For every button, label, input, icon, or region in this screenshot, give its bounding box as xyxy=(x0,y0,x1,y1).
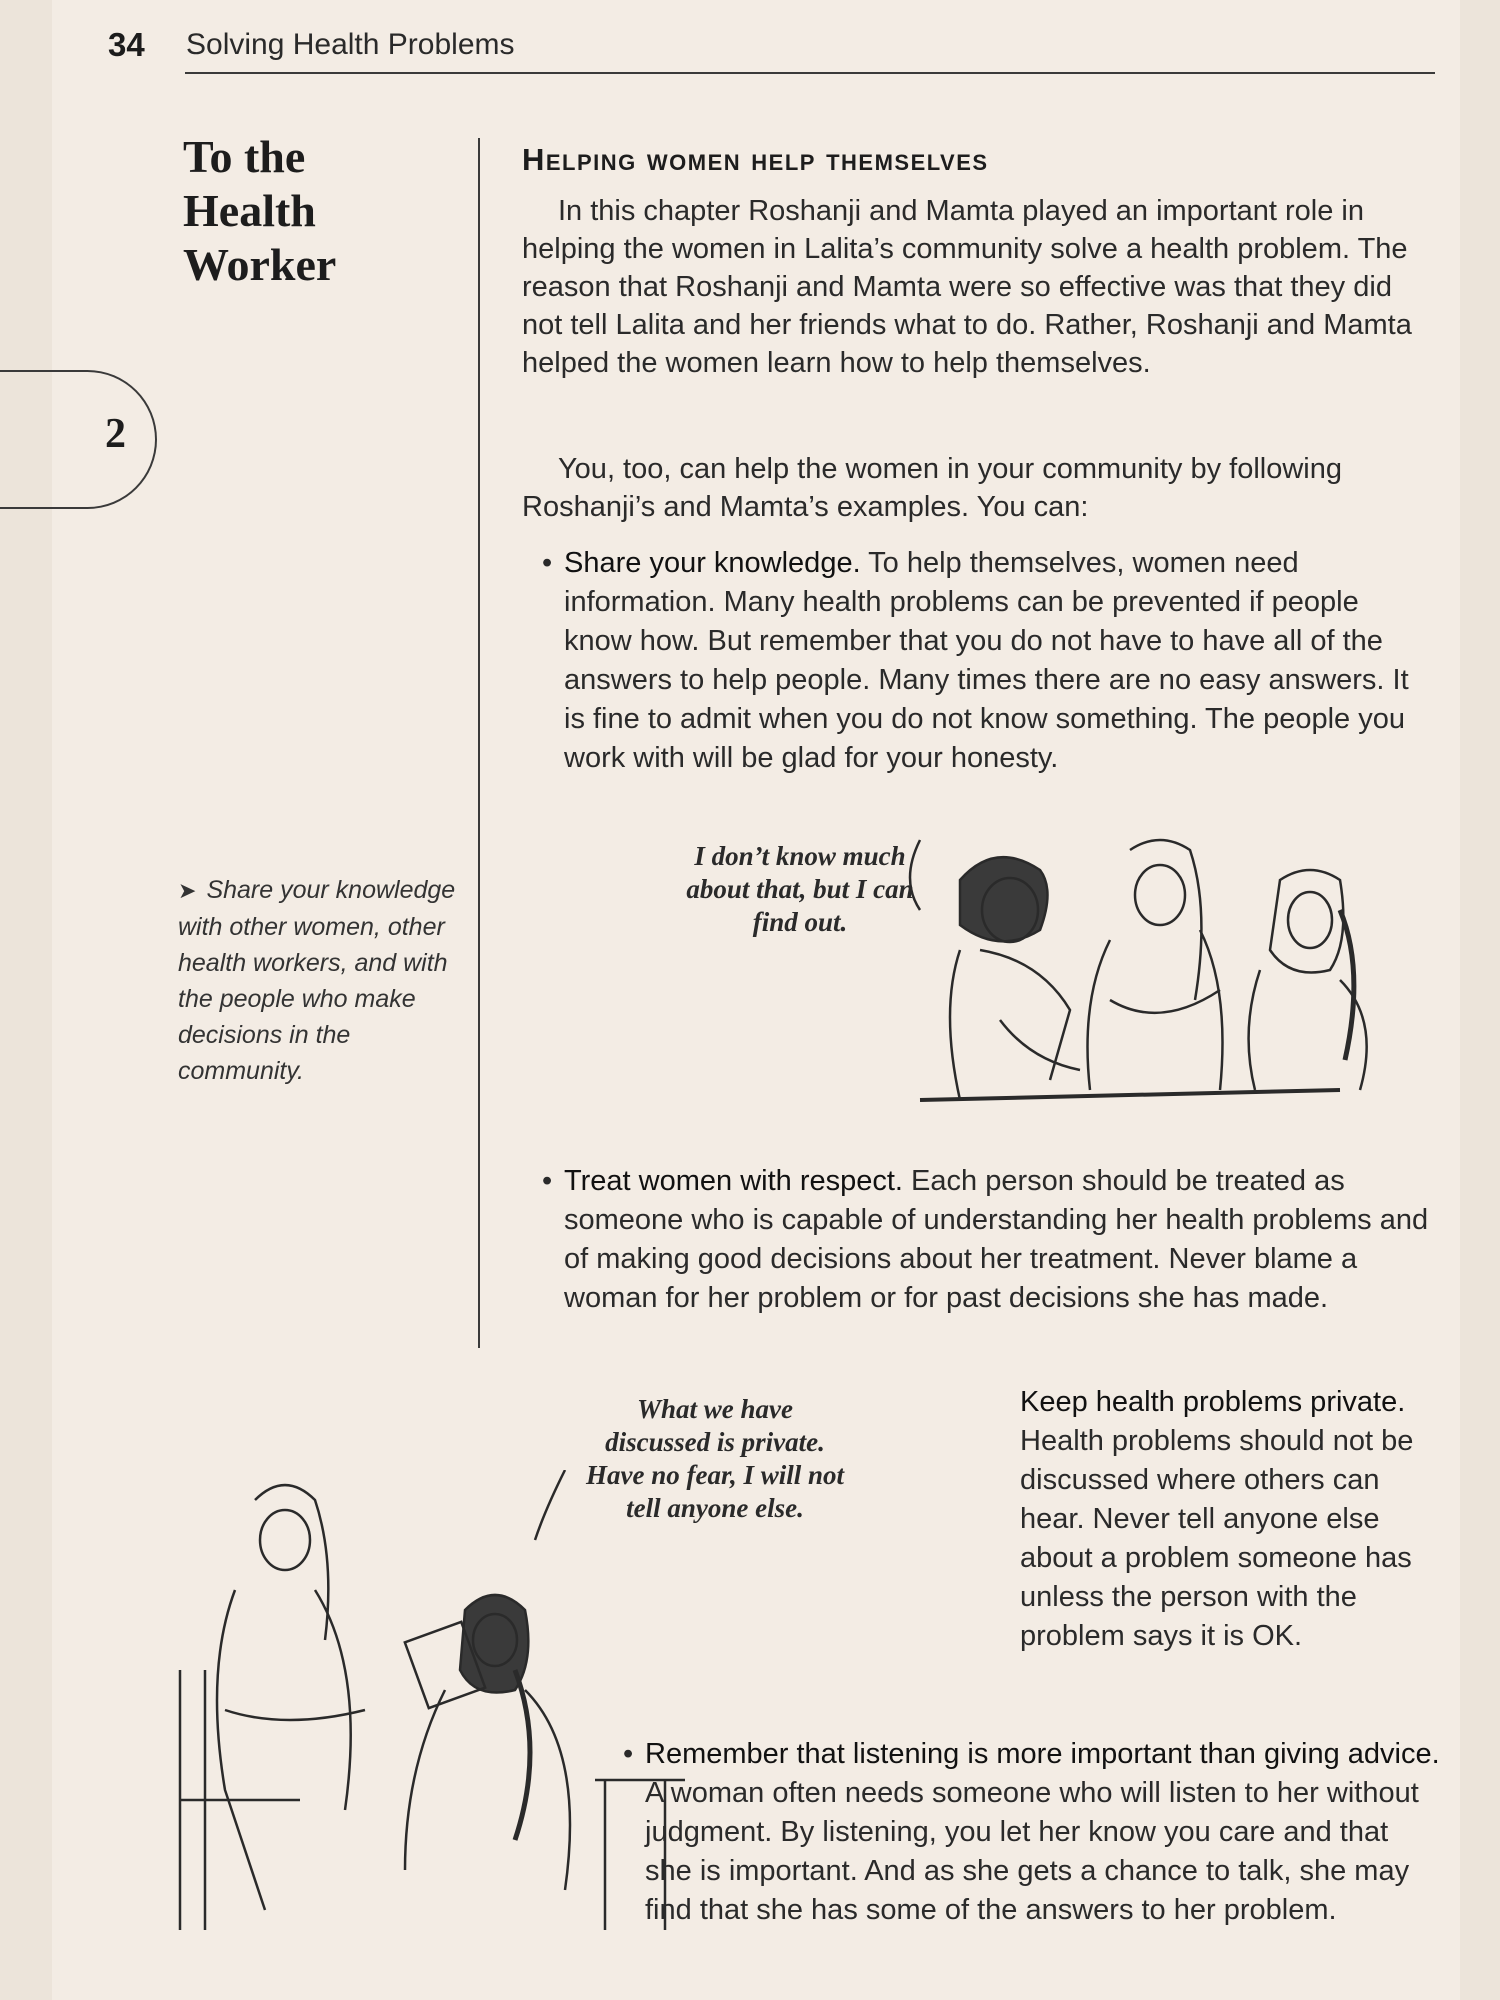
privacy-note xyxy=(1020,1383,1420,1656)
section-heading: Helping women help themselves xyxy=(522,142,989,177)
speech-caption-1: I don’t know much about that, but I can find out. xyxy=(686,841,914,937)
privacy-text: Health problems should not be discussed where others can hear. Never tell anyone else about a problem someone has unless the person with the problem says it is OK. xyxy=(1020,1425,1414,1652)
illustration-two-women-seated xyxy=(165,1470,685,1950)
chapter-tab xyxy=(0,370,157,509)
running-head: Solving Health Problems xyxy=(186,28,515,61)
bullet-dot-icon: • xyxy=(542,1165,553,1197)
arrow-icon: ➤ xyxy=(178,878,197,903)
speech-tail xyxy=(535,1470,565,1540)
bullet-lead: Share your knowledge. xyxy=(564,547,861,579)
column-divider xyxy=(478,138,480,1348)
illustration-three-women xyxy=(900,820,1440,1120)
bullet-share-knowledge xyxy=(542,544,1409,778)
side-title xyxy=(183,130,383,292)
bullet-lead: Remember that listening is more important than giving advice. xyxy=(645,1738,1440,1770)
page-header xyxy=(108,22,1430,70)
page-number: 34 xyxy=(108,26,145,63)
page-edge-left xyxy=(0,0,52,2000)
bullet-dot-icon: • xyxy=(623,1738,634,1770)
intro-paragraph: In this chapter Roshanji and Mamta played an important role in helping the women in Lalita’s community solve a health problem. The reason that Roshanji and Mamta were so effective was that they did not tell Lalita and her friends what to do. Rather, Roshanji and Mamta helped the women learn how to help themselves. xyxy=(522,195,1412,379)
chapter-tab-number: 2 xyxy=(105,411,126,457)
bullet-treat-respect xyxy=(542,1162,1434,1318)
sidebar-note-text: Share your knowledge with other women, other health workers, and with the people who make decisions in the community. xyxy=(178,876,456,1085)
privacy-lead: Keep health problems private. xyxy=(1020,1386,1406,1418)
bullet-lead: Treat women with respect. xyxy=(564,1165,903,1197)
bullet-dot-icon: • xyxy=(542,547,553,579)
side-title-text: To the Health Worker xyxy=(183,131,337,290)
sidebar-note xyxy=(178,872,478,1089)
header-rule xyxy=(185,72,1435,74)
bullet-text: To help themselves, women need information. Many health problems can be prevented if people know how. But remember that you do not have to have all of the answers to help people. Many times there are no easy answers. It is fine to admit when you do not know something. The people you work with will be glad for your honesty. xyxy=(564,547,1409,774)
speech-tail xyxy=(910,840,920,910)
bullet-listening xyxy=(623,1735,1440,1930)
speech-caption-2: What we have discussed is private. Have no fear, I will not tell anyone else. xyxy=(585,1394,845,1523)
examples-paragraph: You, too, can help the women in your community by following Roshanji’s and Mamta’s examples. You can: xyxy=(522,453,1342,523)
page-edge-right xyxy=(1460,0,1500,2000)
bullet-text: A woman often needs someone who will listen to her without judgment. By listening, you let her know you care and that she is important. And as she gets a chance to talk, she may find that she has some of the answers to her problem. xyxy=(645,1777,1419,1926)
bullet-text: Each person should be treated as someone who is capable of understanding her health problems and of making good decisions about her treatment. Never blame a woman for her problem or for past decisions she has made. xyxy=(564,1165,1429,1314)
